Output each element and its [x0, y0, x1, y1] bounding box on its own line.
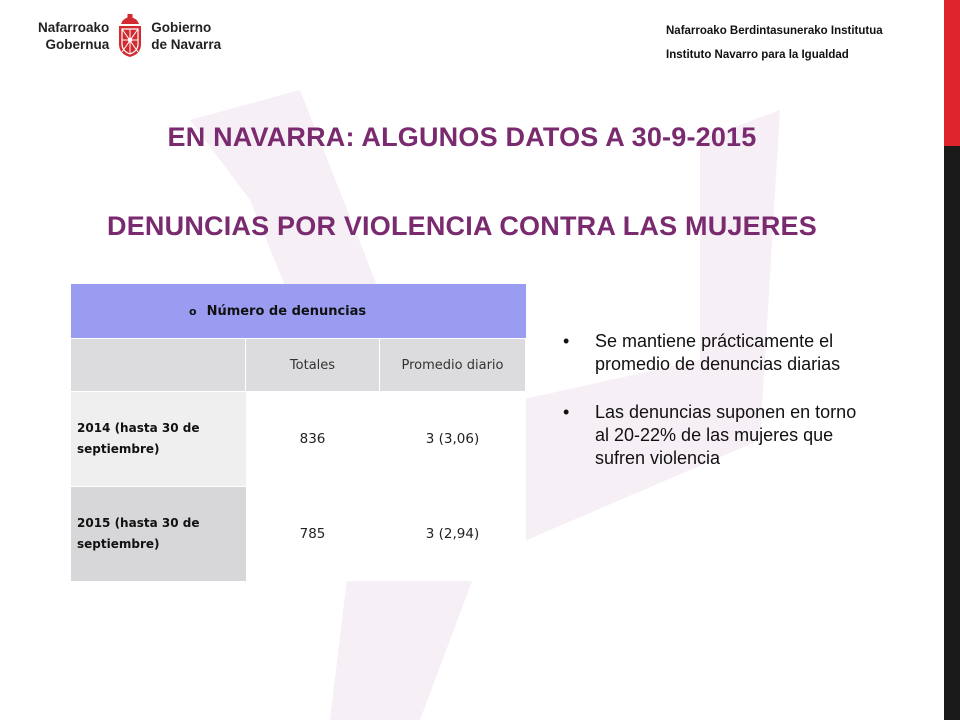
row-2014-promedio: 3 (3,06)	[380, 392, 526, 487]
bullet-dot-icon: •	[563, 331, 570, 351]
table-column-header-row	[71, 339, 526, 392]
table-header-cell	[71, 284, 526, 339]
row-label-2015: 2015 (hasta 30 de septiembre)	[71, 487, 246, 582]
bullet-list	[563, 330, 863, 495]
header-bullet-icon: o	[189, 304, 197, 318]
denuncias-table	[71, 284, 526, 581]
right-edge-red-accent	[944, 0, 960, 146]
row-2014-totales: 836	[246, 392, 380, 487]
table-header-label: Número de denuncias	[206, 303, 367, 319]
logo-text-spanish	[151, 19, 221, 53]
logo-text-basque	[38, 19, 109, 53]
navarra-crest-icon	[115, 14, 145, 58]
institute-line-spanish: Instituto Navarro para la Igualdad	[666, 49, 849, 61]
slide-title: EN NAVARRA: ALGUNOS DATOS A 30-9-2015	[167, 122, 757, 152]
logo-spanish-line2: de Navarra	[151, 37, 222, 52]
list-item	[563, 401, 863, 470]
row-2015-promedio: 3 (2,94)	[380, 487, 526, 582]
institute-name	[666, 19, 883, 67]
bullet-text-1: Se mantiene prácticamente el promedio de denuncias diarias	[595, 331, 841, 374]
institute-line-basque: Nafarroako Berdintasunerako Institutua	[666, 25, 883, 37]
bullet-dot-icon: •	[563, 402, 570, 422]
logo-basque-line2: Gobernua	[45, 37, 110, 52]
table-header-row	[71, 284, 526, 339]
logo-basque-line1: Nafarroako	[38, 20, 110, 35]
column-header-totales: Totales	[246, 339, 380, 392]
list-item	[563, 330, 863, 376]
gobierno-de-navarra-logo	[38, 14, 221, 58]
slide-subtitle: DENUNCIAS POR VIOLENCIA CONTRA LAS MUJERES	[107, 211, 817, 241]
logo-spanish-line1: Gobierno	[151, 20, 212, 35]
column-header-empty	[71, 339, 246, 392]
bullet-text-2: Las denuncias suponen en torno al 20-22% de las mujeres que sufren violencia	[595, 402, 857, 468]
table-row	[71, 487, 526, 582]
table-row	[71, 392, 526, 487]
row-2015-totales: 785	[246, 487, 380, 582]
row-label-2014: 2014 (hasta 30 de septiembre)	[71, 392, 246, 487]
column-header-promedio: Promedio diario	[380, 339, 526, 392]
